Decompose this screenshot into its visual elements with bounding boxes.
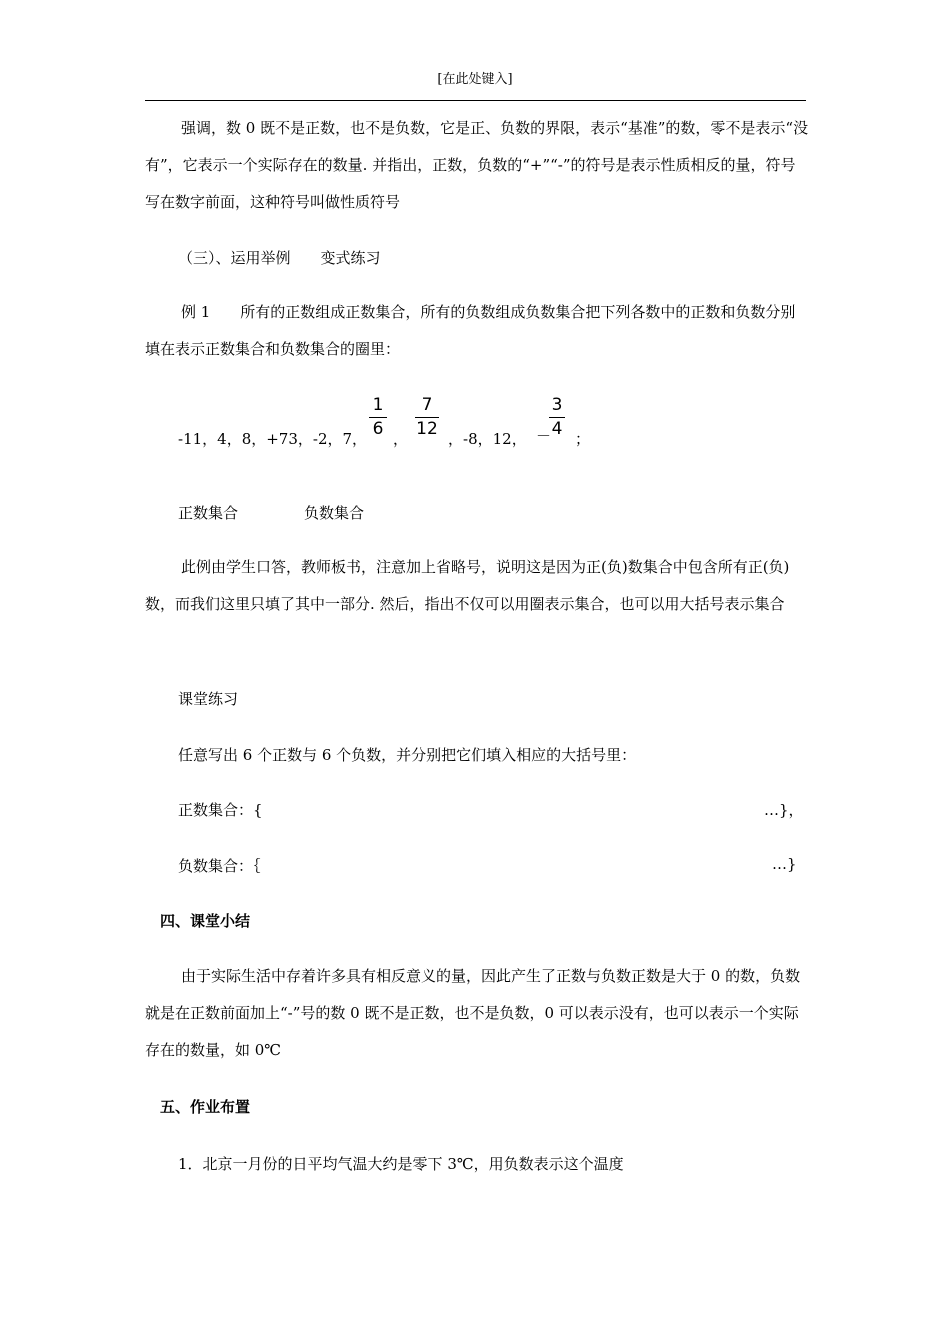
classwork-task: 任意写出 6 个正数与 6 个负数，并分别把它们填入相应的大括号里： (178, 746, 637, 764)
page-header: [在此处键入] (437, 72, 513, 87)
negative-set-brace-label: 负数集合：｛ (178, 857, 261, 875)
section-3-heading: （三）、运用举例 变式练习 (178, 249, 381, 267)
number-list-end: ； (575, 430, 591, 448)
fraction-1-6 (369, 396, 387, 438)
positive-set-brace-label: 正数集合：{ (178, 801, 263, 819)
positive-set-brace-end: …}， (764, 801, 804, 819)
number-list-mid: ，-8，12， (448, 430, 527, 448)
fraction-1-numerator: 1 (372, 395, 384, 415)
fraction-2-numerator: 7 (421, 395, 433, 415)
fraction-3-bar (549, 417, 565, 418)
negative-set-label: 负数集合 (304, 504, 365, 522)
fraction-2-bar (415, 417, 439, 418)
section-5-heading: 五、作业布置 (160, 1098, 251, 1116)
number-list-start: -11，4，8，+73，-2，7， (178, 430, 368, 448)
separator-1: ， (393, 430, 409, 448)
positive-set-label: 正数集合 (178, 504, 239, 522)
negative-set-brace-end: …} (772, 855, 797, 873)
fraction-3-denominator: 4 (551, 419, 563, 439)
fraction-2-denominator: 12 (416, 419, 438, 439)
fraction-3-numerator: 3 (551, 395, 563, 415)
homework-item-1: 1．北京一月份的日平均气温大约是零下 3℃，用负数表示这个温度 (178, 1155, 624, 1173)
summary-paragraph: 由于实际生活中存着许多具有相反意义的量，因此产生了正数与负数正数是大于 0 的数，负数就是在正数前面加上“-”号的数 0 既不是正数，也不是负数，0 可以表示没有，也可以表示一个实际存在的数量，如 0℃ (145, 967, 801, 1059)
fraction-3-4 (549, 396, 565, 438)
fraction-7-12 (415, 396, 439, 438)
example-1-paragraph: 例 1 所有的正数组成正数集合，所有的负数组成负数集合把下列各数中的正数和负数分别填在表示正数集合和负数集合的圈里： (145, 303, 796, 358)
emphasis-paragraph: 强调，数 0 既不是正数，也不是负数，它是正、负数的界限，表示“基准”的数，零不是表示“没有”，它表示一个实际存在的数量. 并指出，正数，负数的“+”“-”的符号是表示性质相反的量，符号写在数字前面，这种符号叫做性质符号 (145, 119, 809, 211)
negative-sign: － (536, 427, 552, 445)
classwork-heading: 课堂练习 (178, 690, 239, 708)
fraction-1-denominator: 6 (372, 419, 384, 439)
explanation-paragraph: 此例由学生口答，教师板书，注意加上省略号，说明这是因为正(负)数集合中包含所有正(负)数，而我们这里只填了其中一部分. 然后，指出不仅可以用圈表示集合，也可以用大括号表示集合 (145, 558, 790, 613)
fraction-1-bar (369, 417, 387, 418)
header-rule (145, 100, 806, 101)
section-4-heading: 四、课堂小结 (160, 912, 251, 930)
